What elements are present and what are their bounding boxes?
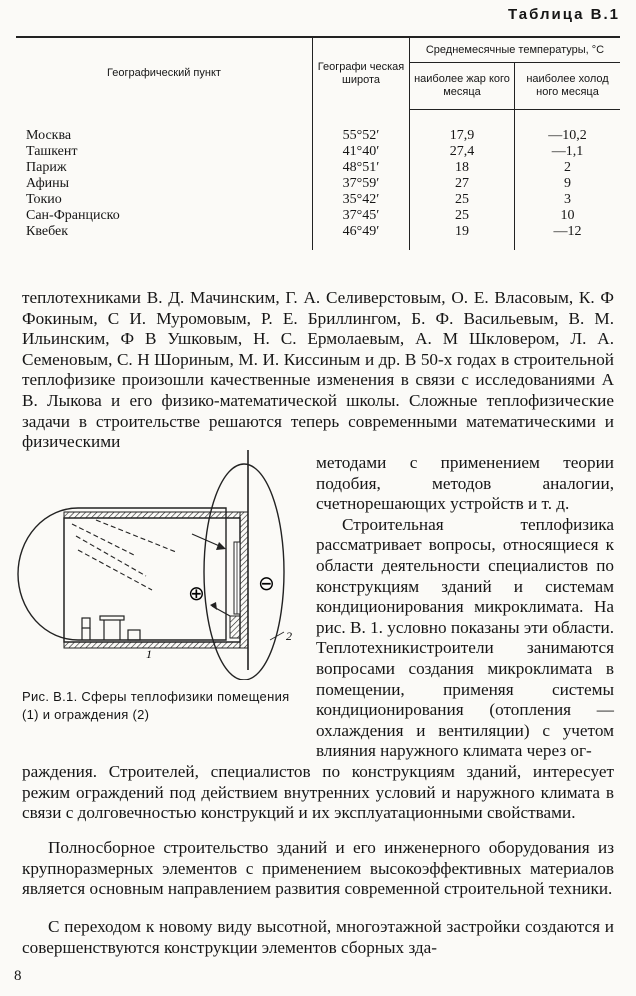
cold-cell: 9 xyxy=(515,176,621,192)
warm-cell: 17,9 xyxy=(410,128,515,144)
paragraph-1: теплотехниками В. Д. Мачинским, Г. А. Селиверстовым, О. Е. Власовым, К. Ф Фокиным, С И. Муромовым, Р. Е. Бриллингом, Б. Ф. Васильевым, В. М. Ильинским, Ф В Ушковым, Н. С. Ермолаевым, А. М Шкловером, Л. А. Семеновым, С. Н Шориным, М. И. Киссиным и др. В 50-х годах в строительной теплофизике произошли качественные изменения в связи с исследованиями А В. Лыкова и его физико-математической школы. Сложные теплофизические задачи в строительстве решаются теперь современными математическими и физическими xyxy=(22,288,614,452)
city-cell: Токио xyxy=(26,192,62,207)
climate-table xyxy=(16,36,620,250)
warm-month-header: наиболее жар кого месяца xyxy=(410,63,515,110)
paragraph-4: Полносборное строительство зданий и его инженерного оборудования из крупноразмерных элементов с применением высокоэффективных материалов является основным направлением развития современной строительной техники. xyxy=(22,838,614,899)
cold-cell: 2 xyxy=(515,160,621,176)
city-cell: Москва xyxy=(26,128,72,143)
table-row xyxy=(16,128,620,144)
cold-cell: —1,1 xyxy=(515,144,621,160)
table-row xyxy=(16,144,620,160)
warm-cell: 25 xyxy=(410,208,515,224)
cold-cell: 3 xyxy=(515,192,621,208)
cold-cell: 10 xyxy=(515,208,621,224)
warm-cell: 18 xyxy=(410,160,515,176)
table-row xyxy=(16,176,620,192)
latitude-cell: 35°42′ xyxy=(313,192,410,208)
table-caption: Таблица В.1 xyxy=(507,6,620,23)
table-row xyxy=(16,192,620,208)
warm-cell: 27,4 xyxy=(410,144,515,160)
latitude-cell: 46°49′ xyxy=(313,224,410,240)
latitude-cell: 37°59′ xyxy=(313,176,410,192)
paragraph-5: С переходом к новому виду высотной, многоэтажной застройки создаются и совершенствуются конструкции элементов сборных зда- xyxy=(22,917,614,957)
table-row xyxy=(16,208,620,224)
radiator-icon xyxy=(230,616,240,638)
page-number: 8 xyxy=(14,968,22,984)
temps-group-header: Среднемесячные температуры, °С xyxy=(410,37,621,63)
cold-month-header: наиболее холод ного месяца xyxy=(515,63,621,110)
furniture-icon xyxy=(82,616,140,640)
plus-sign-icon: ⊕ xyxy=(188,581,205,605)
latitude-cell: 55°52′ xyxy=(313,128,410,144)
table-row xyxy=(16,160,620,176)
cold-cell: —12 xyxy=(515,224,621,240)
latitude-header: Географи ческая широта xyxy=(313,37,410,110)
cold-cell: —10,2 xyxy=(515,128,621,144)
figure-caption: Рис. В.1. Сферы теплофизики помещения (1) и ограждения (2) xyxy=(22,689,290,722)
latitude-cell: 41°40′ xyxy=(313,144,410,160)
warm-cell: 27 xyxy=(410,176,515,192)
paragraph-1-continued: методами с применением теории подобия, методов аналогии, счетнорешающих устройств и т. д. xyxy=(316,453,614,514)
warm-cell: 25 xyxy=(410,192,515,208)
city-cell: Квебек xyxy=(26,224,69,239)
latitude-cell: 37°45′ xyxy=(313,208,410,224)
city-cell: Сан-Франциско xyxy=(26,208,120,223)
table-row xyxy=(16,224,620,240)
sun-rays-icon xyxy=(72,520,176,590)
city-cell: Париж xyxy=(26,160,67,175)
minus-sign-icon: ⊖ xyxy=(258,571,275,595)
figure-thermophysics-spheres xyxy=(16,440,306,680)
label-1: 1 xyxy=(146,647,152,661)
paragraph-3: раждения. Строителей, специалистов по конструкциям зданий, интересует режим ограждений под действием внутренних условий и наружного климата в связи с долговечностью конструкций и их эксплуатационными свойствами. xyxy=(22,762,614,823)
warm-cell: 19 xyxy=(410,224,515,240)
label-2: 2 xyxy=(286,629,292,643)
side-column-text xyxy=(316,453,614,762)
location-header: Географический пункт xyxy=(16,37,313,110)
city-cell: Афины xyxy=(26,176,70,191)
latitude-cell: 48°51′ xyxy=(313,160,410,176)
paragraph-2: Строительная теплофизика рассматривает вопросы, относящиеся к области деятельности специалистов по конструкциям зданий и системам кондиционирования микроклимата. На рис. В. 1. условно показаны эти области. Теплотехникистроители занимаются вопросами создания микроклимата в помещении, применяя системы кондиционирования (отопления — охлаждения и вентиляции) с учетом влияния наружного климата через ог- xyxy=(316,514,614,761)
city-cell: Ташкент xyxy=(26,144,78,159)
